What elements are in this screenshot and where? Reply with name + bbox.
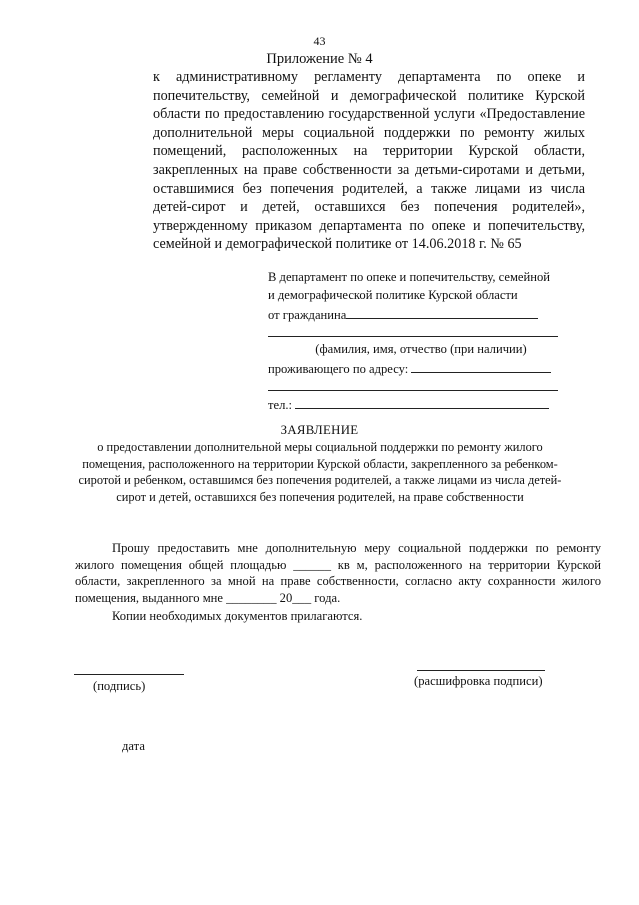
address-row: [268, 360, 564, 378]
address-field-2[interactable]: [268, 378, 558, 391]
appendix-title: Приложение № 4: [266, 51, 373, 67]
regulation-reference: к административному регламенту департамента по опеке и попечительству, семейной и демографической политике Курской области по предоставлению государственной услуги «Предоставление дополнительной меры социальной поддержки по ремонту жилых помещений, расположенных на территории Курской области, закрепленных на праве собственности за детьми-сиротами и детьми, оставшимися без попечения родителей, а также лицами из числа детей-сирот и детей, оставшихся без попечения родителей», утвержденному приказом департамента по опеке и попечительству, семейной и демографической политике от 14.06.2018 г. № 65: [153, 69, 585, 253]
attachments-paragraph: Копии необходимых документов прилагаются.: [112, 609, 363, 623]
from-citizen-label: от гражданина: [268, 308, 347, 322]
from-citizen-row: [268, 306, 564, 324]
addressee-block: [268, 270, 564, 414]
signature-line[interactable]: [74, 674, 184, 675]
citizen-name-field[interactable]: [346, 306, 538, 319]
citizen-name-field-2[interactable]: [268, 324, 558, 337]
document-title: ЗАЯВЛЕНИЕ: [280, 423, 359, 437]
phone-field[interactable]: [295, 396, 549, 409]
request-paragraph: Прошу предоставить мне дополнительную меру социальной поддержки по ремонту жилого помещения общей площадью ______ кв м, расположенного на территории Курской области, закрепленного за мной на праве собственности, согласно акту сохранности жилого помещения, выданного мне ________ 20___ года.: [75, 541, 601, 605]
signature-decoding-label: (расшифровка подписи): [414, 674, 543, 688]
document-subtitle: о предоставлении дополнительной меры социальной поддержки по ремонту жилого помещения, расположенного на территории Курской области, закрепленного за ребенком-сиротой и ребенком, оставшимся без попечения родителей, а также лицами из числа детей-сирот и детей, оставшихся без попечения родителей, на праве собственности: [78, 440, 562, 504]
date-label: дата: [122, 739, 145, 753]
application-body: [75, 540, 601, 625]
signature-label: (подпись): [93, 679, 146, 693]
phone-row: [268, 396, 564, 414]
citizen-name-row: [268, 324, 564, 342]
address-label: проживающего по адресу:: [268, 362, 409, 376]
addressee-line-1: В департамент по опеке и попечительству, семейной: [268, 270, 551, 284]
addressee-line-2: и демографической политике Курской области: [268, 288, 518, 302]
address-row-2: [268, 378, 564, 396]
signature-decoding-line[interactable]: [417, 670, 545, 671]
phone-label: тел.:: [268, 398, 293, 412]
name-hint: (фамилия, имя, отчество (при наличии): [315, 342, 527, 356]
address-field[interactable]: [411, 360, 551, 373]
page-number: 43: [313, 34, 326, 48]
